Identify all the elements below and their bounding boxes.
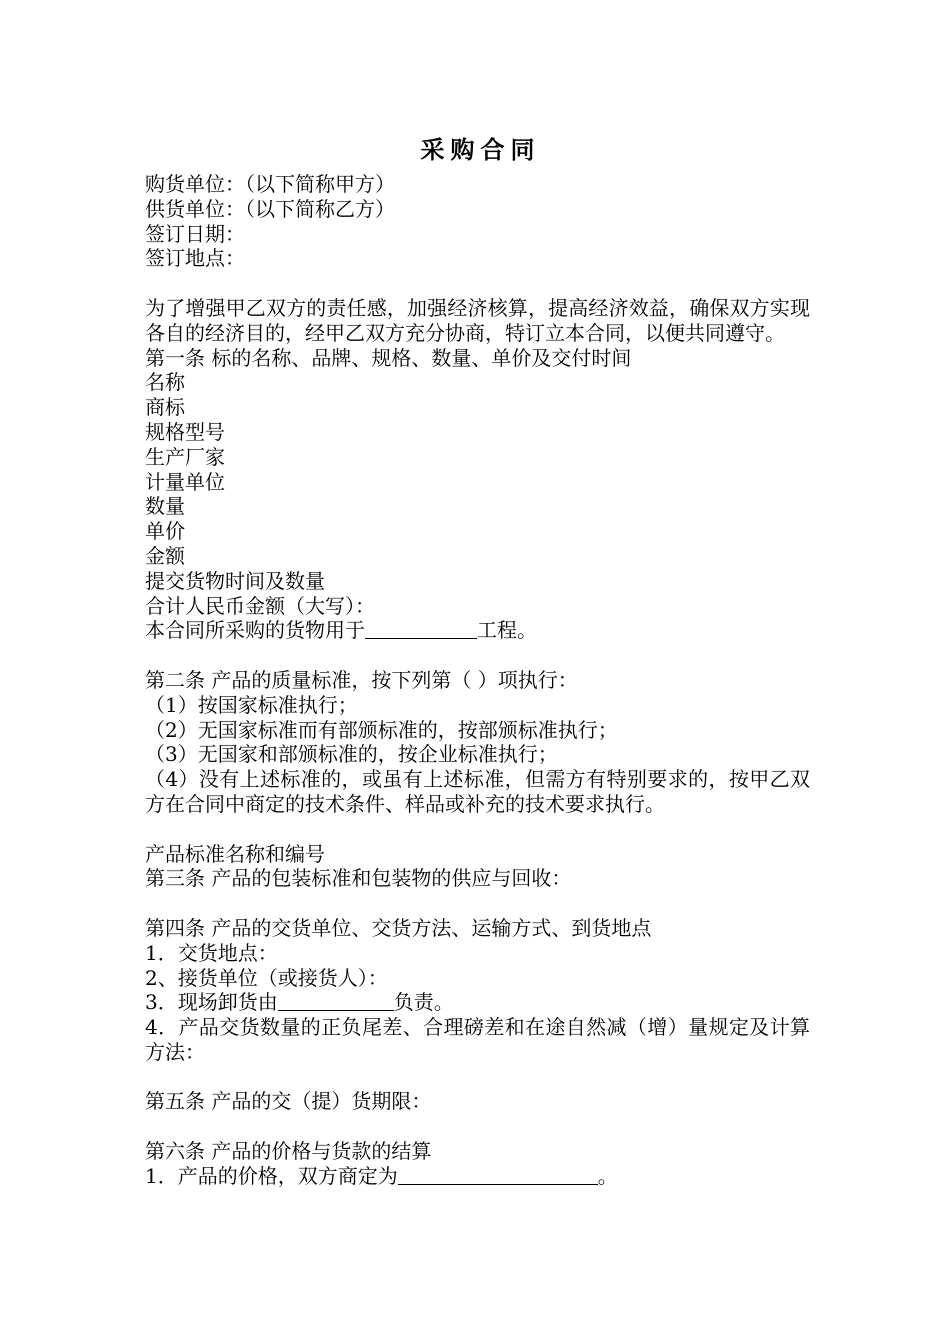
- spacer: [145, 643, 810, 668]
- article4-item-4: 4．产品交货数量的正负尾差、合理磅差和在途自然减（增）量规定及计算方法：: [145, 1015, 810, 1064]
- article2-item-1: （1）按国家标准执行；: [145, 692, 358, 717]
- field-manufacturer: 生产厂家: [145, 444, 225, 469]
- unload-blank: [278, 990, 394, 1011]
- buyer-line: 购货单位：（以下简称甲方）: [145, 172, 395, 196]
- article2-item-3: （3）无国家和部颁标准的，按企业标准执行；: [145, 742, 558, 767]
- article4-item-1: 1．交货地点：: [145, 940, 278, 965]
- spacer: [145, 1065, 810, 1090]
- field-unit: 计量单位: [145, 469, 225, 494]
- usage-blank: [365, 618, 477, 639]
- spacer: [145, 891, 810, 916]
- usage-line: [145, 618, 810, 643]
- article4-item-2: 2、接货单位（或接货人）：: [145, 965, 388, 990]
- standard-name-line: 产品标准名称和编号: [145, 841, 325, 866]
- unload-suffix: 负责。: [393, 990, 454, 1015]
- unload-prefix: 3．现场卸货由: [145, 990, 278, 1015]
- article2-item-4: （4）没有上述标准的，或虽有上述标准，但需方有特别要求的，按甲乙双方在合同中商定的技术条件、样品或补充的技术要求执行。: [145, 767, 810, 816]
- supplier-line: 供货单位：（以下简称乙方）: [145, 196, 395, 221]
- field-total-rmb: 合计人民币金额（大写）：: [145, 593, 375, 618]
- price-prefix: 1．产品的价格，双方商定为: [145, 1163, 398, 1188]
- spacer: [145, 271, 810, 296]
- article2-heading: 第二条 产品的质量标准，按下列第（ ）项执行：: [145, 667, 578, 692]
- sign-place-line: 签订地点：: [145, 246, 245, 271]
- article5-heading: 第五条 产品的交（提）货期限：: [145, 1089, 432, 1114]
- article4-heading: 第四条 产品的交货单位、交货方法、运输方式、到货地点: [145, 915, 652, 940]
- field-name: 名称: [145, 370, 185, 395]
- document-title: 采购合同: [420, 135, 541, 164]
- price-blank: [398, 1164, 598, 1185]
- spacer: [145, 1114, 810, 1139]
- field-amount: 金额: [145, 543, 185, 568]
- contract-page: [145, 130, 810, 1189]
- usage-prefix: 本合同所采购的货物用于: [145, 618, 365, 643]
- field-unit-price: 单价: [145, 519, 185, 544]
- field-spec-model: 规格型号: [145, 419, 225, 444]
- article4-item-3: [145, 990, 810, 1015]
- article6-heading: 第六条 产品的价格与货款的结算: [145, 1139, 432, 1164]
- price-suffix: 。: [597, 1163, 618, 1188]
- preamble-paragraph: 为了增强甲乙双方的责任感，加强经济核算，提高经济效益，确保双方实现各自的经济目的，经甲乙双方充分协商，特订立本合同，以便共同遵守。: [145, 295, 810, 345]
- field-delivery-time: 提交货物时间及数量: [145, 568, 325, 593]
- article6-item-1: [145, 1164, 810, 1189]
- field-trademark: 商标: [145, 395, 185, 420]
- article2-item-2: （2）无国家标准而有部颁标准的，按部颁标准执行；: [145, 717, 618, 742]
- article1-heading: 第一条 标的名称、品牌、规格、数量、单价及交付时间: [145, 345, 632, 370]
- usage-suffix: 工程。: [477, 618, 537, 643]
- article3-heading: 第三条 产品的包装标准和包装物的供应与回收：: [145, 866, 572, 891]
- sign-date-line: 签订日期：: [145, 221, 245, 246]
- spacer: [145, 817, 810, 842]
- field-quantity: 数量: [145, 494, 185, 519]
